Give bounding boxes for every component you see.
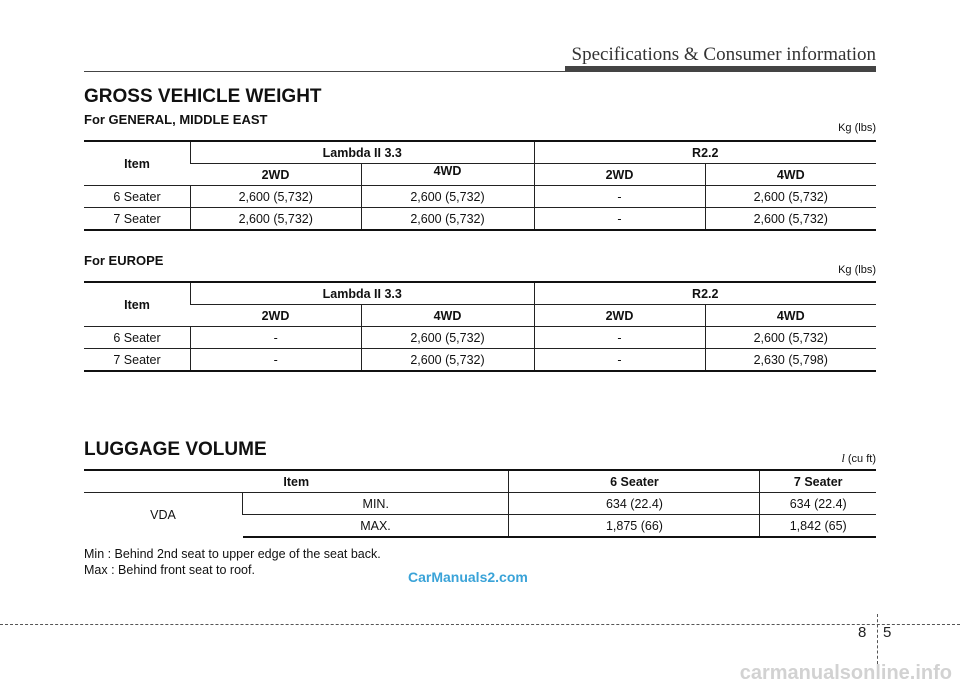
row-label: 6 Seater <box>84 186 191 208</box>
gvw-general-table <box>84 140 876 231</box>
row-label: 7 Seater <box>84 349 191 372</box>
drive-header: 2WD <box>534 164 705 186</box>
row-label: 6 Seater <box>84 327 191 349</box>
table-row <box>84 493 876 515</box>
table-header-row <box>84 141 876 164</box>
luggage-table <box>84 469 876 538</box>
row-label: MAX. <box>243 515 509 538</box>
table-cell: - <box>191 349 362 372</box>
drive-header: 4WD <box>705 164 876 186</box>
table-row <box>84 186 876 208</box>
table-row <box>84 327 876 349</box>
chapter-number: 8 <box>858 624 867 641</box>
table-cell: 2,600 (5,732) <box>191 208 362 231</box>
header-rule-accent <box>565 66 876 71</box>
table-row <box>84 208 876 231</box>
drive-header: 2WD <box>191 305 362 327</box>
table-cell: 2,600 (5,732) <box>705 327 876 349</box>
engine-header: Lambda II 3.3 <box>191 141 535 164</box>
column-header: 6 Seater <box>509 470 760 493</box>
table-cell: - <box>534 186 705 208</box>
page-number: 5 <box>883 624 892 641</box>
table-cell: - <box>534 349 705 372</box>
table-header-row <box>84 470 876 493</box>
table-cell: 2,600 (5,732) <box>705 208 876 231</box>
luggage-title: LUGGAGE VOLUME <box>84 439 267 460</box>
table-cell: 2,600 (5,732) <box>705 186 876 208</box>
gvw-europe-unit: Kg (lbs) <box>838 264 876 276</box>
table-header-row <box>84 282 876 305</box>
note-line: Min : Behind 2nd seat to upper edge of the seat back. <box>84 547 381 561</box>
table-cell: - <box>534 327 705 349</box>
page-number-divider <box>877 614 878 664</box>
item-header: Item <box>84 282 191 327</box>
footer-watermark: carmanualsonline.info <box>739 662 952 684</box>
table-subheader-row <box>84 305 876 327</box>
gvw-europe-table <box>84 281 876 372</box>
row-label: MIN. <box>243 493 509 515</box>
gvw-general-subtitle: For GENERAL, MIDDLE EAST <box>84 112 268 127</box>
table-cell: 2,600 (5,732) <box>361 349 534 372</box>
table-cell: 2,600 (5,732) <box>361 327 534 349</box>
watermark-link[interactable]: CarManuals2.com <box>408 569 528 585</box>
section-header-title: Specifications & Consumer information <box>571 44 876 65</box>
engine-header: R2.2 <box>534 141 876 164</box>
row-label: 7 Seater <box>84 208 191 231</box>
column-header: 7 Seater <box>760 470 876 493</box>
item-header: Item <box>84 141 191 186</box>
luggage-notes <box>84 546 381 578</box>
table-row <box>84 349 876 372</box>
table-cell: 1,875 (66) <box>509 515 760 538</box>
table-subheader-row <box>84 164 876 186</box>
table-cell: 1,842 (65) <box>760 515 876 538</box>
gvw-general-unit: Kg (lbs) <box>838 122 876 134</box>
row-group-label: VDA <box>84 493 243 538</box>
drive-header: 2WD <box>534 305 705 327</box>
drive-header: 4WD <box>705 305 876 327</box>
engine-header: R2.2 <box>534 282 876 305</box>
note-line: Max : Behind front seat to roof. <box>84 563 255 577</box>
drive-header: 2WD <box>191 164 362 186</box>
table-cell: 2,600 (5,732) <box>191 186 362 208</box>
gvw-europe-subtitle: For EUROPE <box>84 253 164 268</box>
footer-dashed-rule <box>0 624 960 625</box>
drive-header: 4WD <box>361 164 534 186</box>
table-cell: 634 (22.4) <box>760 493 876 515</box>
liter-symbol: l <box>841 451 845 465</box>
item-header: Item <box>84 470 509 493</box>
table-cell: 634 (22.4) <box>509 493 760 515</box>
gvw-title: GROSS VEHICLE WEIGHT <box>84 86 322 107</box>
table-cell: - <box>191 327 362 349</box>
table-cell: 2,600 (5,732) <box>361 186 534 208</box>
table-cell: 2,630 (5,798) <box>705 349 876 372</box>
drive-header: 4WD <box>361 305 534 327</box>
header-rule <box>84 71 876 72</box>
luggage-unit <box>841 451 876 466</box>
table-cell: 2,600 (5,732) <box>361 208 534 231</box>
table-cell: - <box>534 208 705 231</box>
luggage-unit-text: (cu ft) <box>844 453 876 465</box>
engine-header: Lambda II 3.3 <box>191 282 535 305</box>
